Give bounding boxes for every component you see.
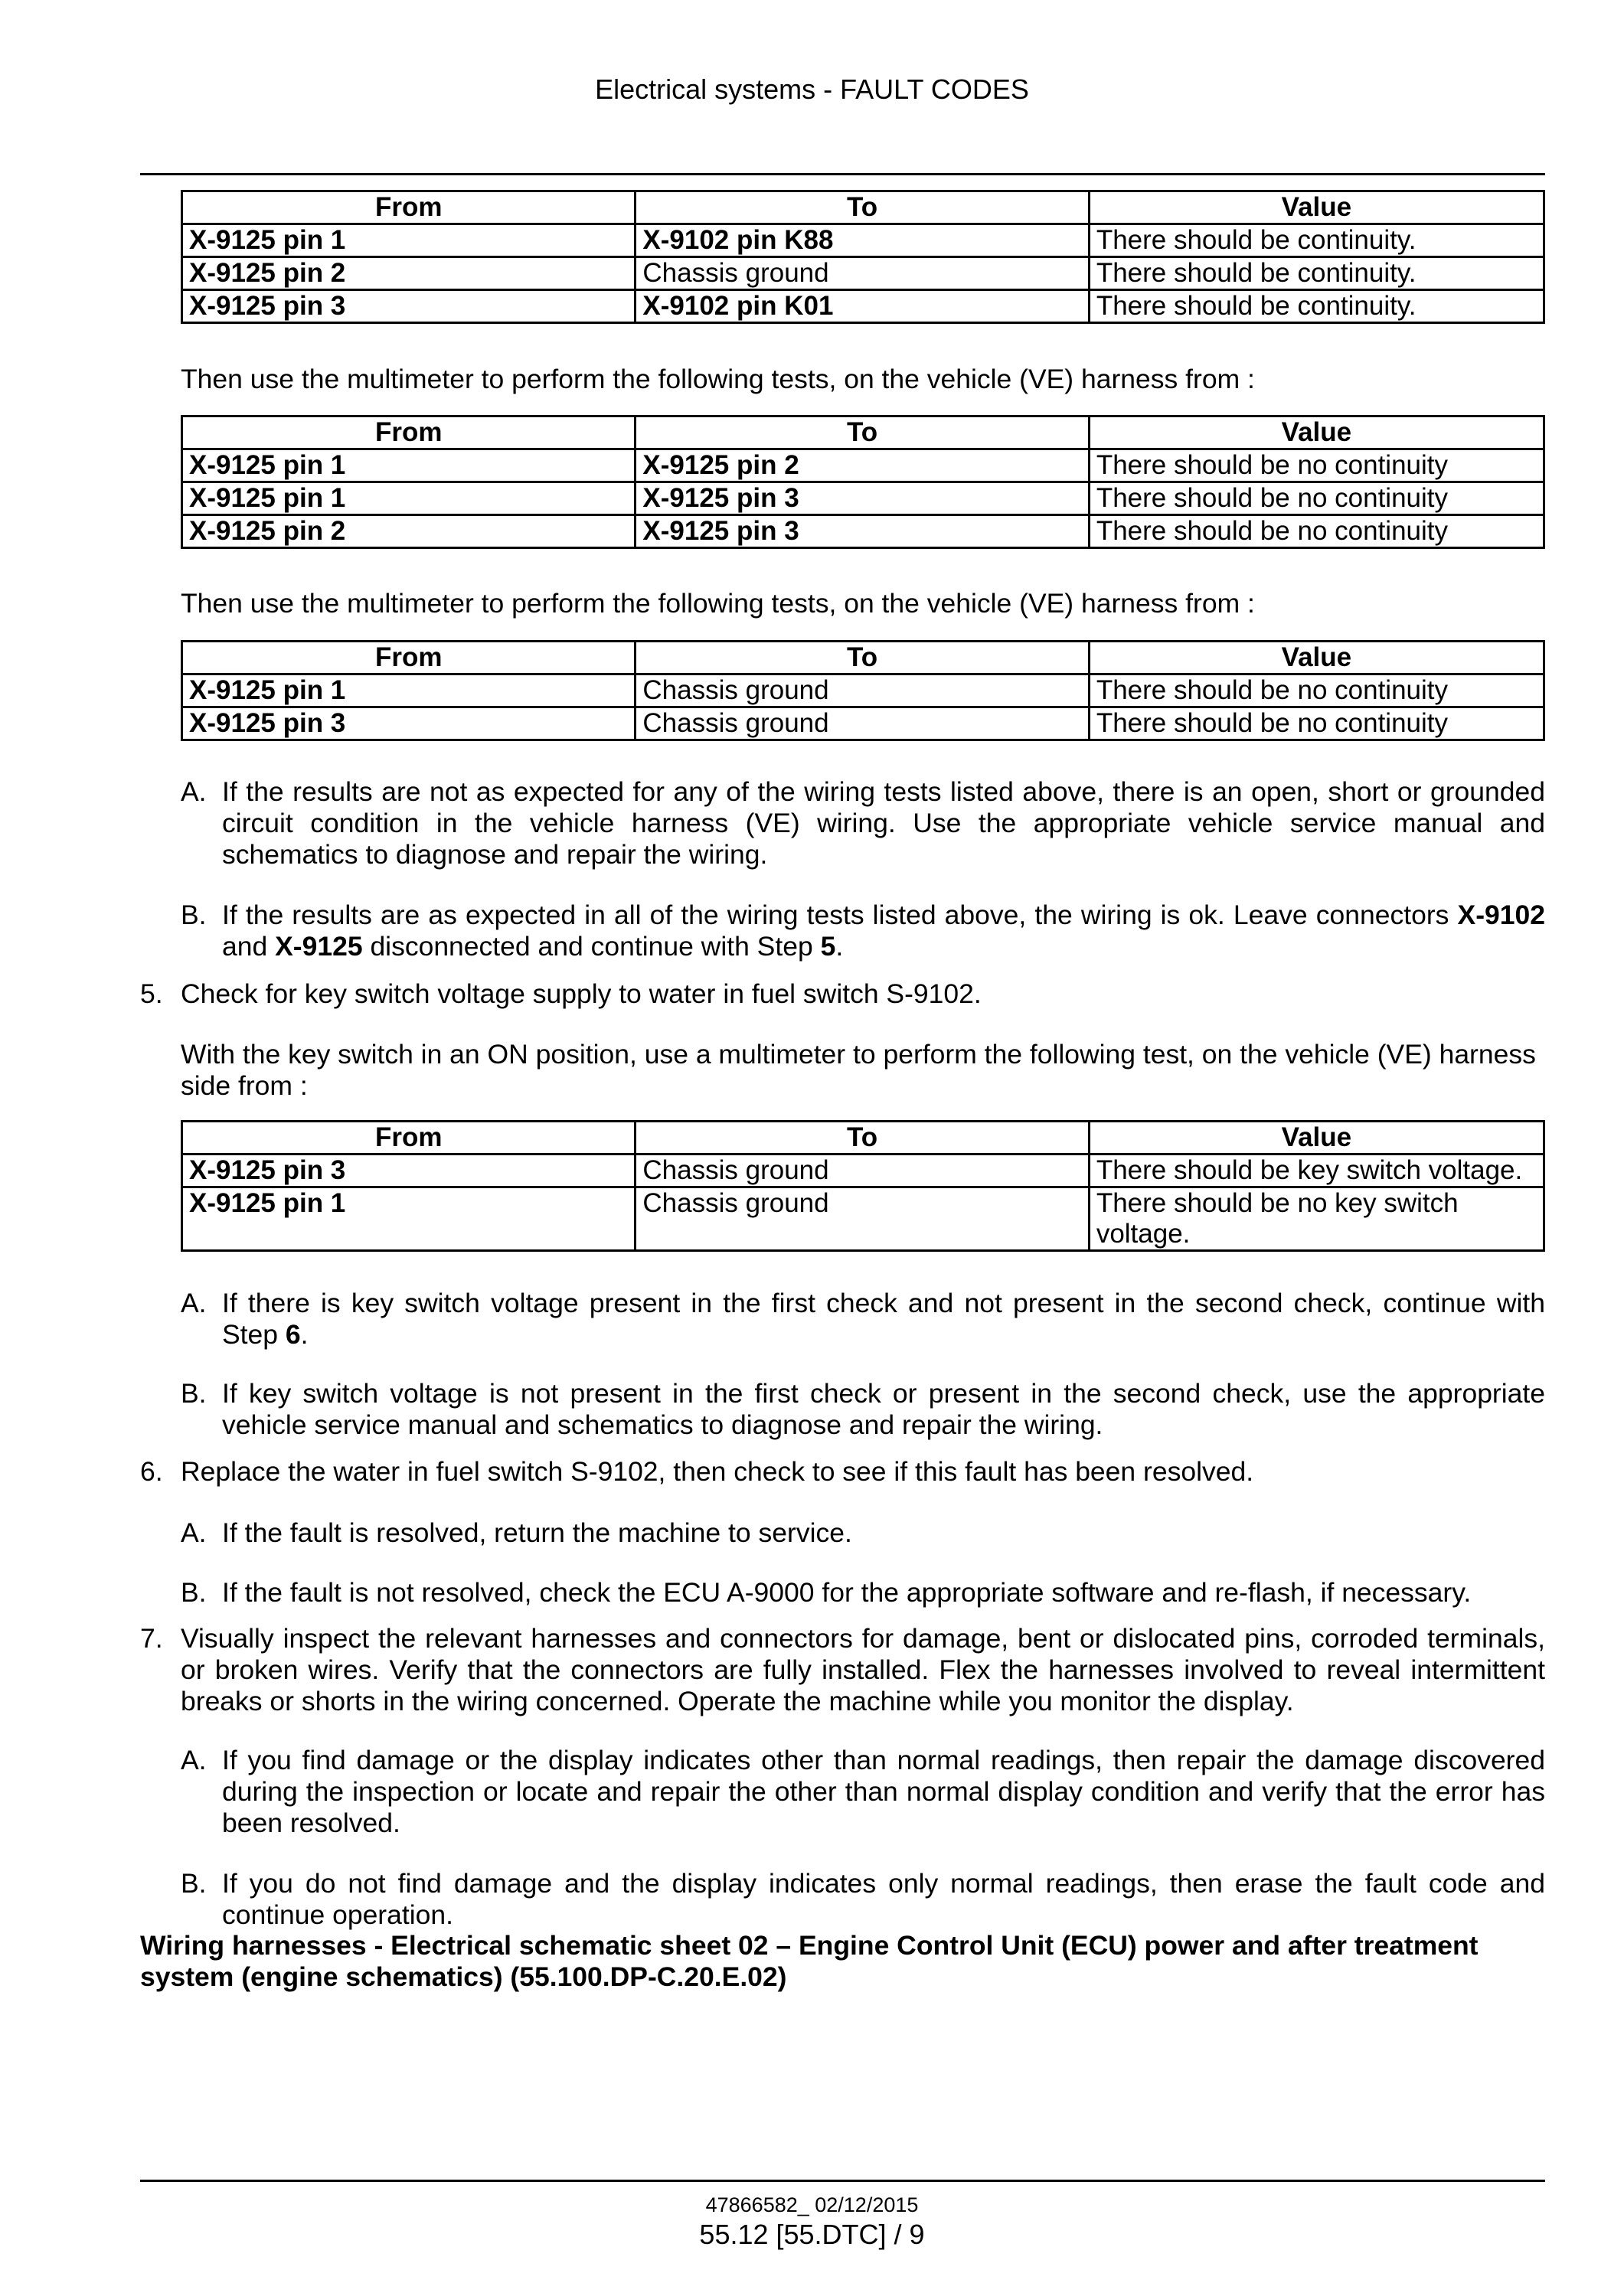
cell-from: X-9125 pin 1 bbox=[182, 482, 636, 515]
cell-to: Chassis ground bbox=[636, 1187, 1089, 1251]
cell-from: X-9125 pin 3 bbox=[182, 1155, 636, 1187]
list-label: B. bbox=[181, 1868, 207, 1899]
step5-intro: With the key switch in an ON position, use a multimeter to perform the following test, on the vehicle (VE) harness side from : bbox=[181, 1039, 1536, 1101]
table-header-row bbox=[182, 1122, 1544, 1155]
no-continuity-table-pins bbox=[181, 415, 1545, 549]
cell-value: There should be continuity. bbox=[1089, 290, 1544, 323]
table-header-row bbox=[182, 416, 1544, 449]
list-text bbox=[222, 900, 1545, 962]
column-header-value: Value bbox=[1089, 642, 1544, 674]
list-label: B. bbox=[181, 1577, 207, 1608]
cell-to: X-9125 pin 3 bbox=[636, 515, 1089, 548]
table-header-row bbox=[182, 191, 1544, 224]
cell-value: There should be key switch voltage. bbox=[1089, 1155, 1544, 1187]
table-row bbox=[182, 449, 1544, 482]
text-run: If the results are as expected in all of the wiring tests listed above, the wiring is ok. Leave connectors bbox=[222, 900, 1458, 930]
step-text: Check for key switch voltage supply to water in fuel switch S-9102. bbox=[181, 978, 982, 1009]
schematic-reference-link[interactable]: Wiring harnesses - Electrical schematic sheet 02 – Engine Control Unit (ECU) power and after treatment system (engine schematics) (55.100.DP-C.20.E.02) bbox=[140, 1930, 1479, 1992]
cell-value: There should be no continuity bbox=[1089, 707, 1544, 740]
connector-ref: X-9125 bbox=[275, 931, 363, 962]
cell-to: X-9125 pin 3 bbox=[636, 482, 1089, 515]
list-label: B. bbox=[181, 1378, 207, 1409]
cell-value: There should be no continuity bbox=[1089, 515, 1544, 548]
list-label: A. bbox=[181, 1288, 207, 1318]
list-text: If the results are not as expected for any of the wiring tests listed above, there is an open, short or grounded circuit condition in the vehicle harness (VE) wiring. Use the appropriate vehicle service manual and schematics to diagnose and repair the wiring. bbox=[222, 776, 1545, 870]
connector-ref: X-9102 bbox=[1457, 900, 1545, 930]
intro-paragraph-2: Then use the multimeter to perform the following tests, on the vehicle (VE) harness from : bbox=[181, 364, 1255, 394]
cell-to: Chassis ground bbox=[636, 674, 1089, 707]
footer-page-number: 55.12 [55.DTC] / 9 bbox=[699, 2219, 925, 2250]
step-number: 6. bbox=[140, 1456, 163, 1487]
table-row bbox=[182, 515, 1544, 548]
key-switch-voltage-table bbox=[181, 1120, 1545, 1252]
cell-to: X-9102 pin K01 bbox=[636, 290, 1089, 323]
cell-value: There should be no continuity bbox=[1089, 674, 1544, 707]
step-text: Visually inspect the relevant harnesses and connectors for damage, bent or dislocated pins, corroded terminals, or broken wires. Verify that the connectors are fully installed. Flex the harnesses involved to reveal intermittent breaks or shorts in the wiring concerned. Operate the machine while you monitor the display. bbox=[181, 1623, 1545, 1716]
step-number: 7. bbox=[140, 1623, 163, 1654]
list-text bbox=[222, 1288, 1545, 1350]
cell-to: Chassis ground bbox=[636, 257, 1089, 290]
footer-document-number: 47866582_ 02/12/2015 bbox=[705, 2193, 919, 2216]
column-header-value: Value bbox=[1089, 416, 1544, 449]
cell-from: X-9125 pin 3 bbox=[182, 707, 636, 740]
step-ref: 5 bbox=[820, 931, 836, 962]
cell-from: X-9125 pin 1 bbox=[182, 224, 636, 257]
text-run: . bbox=[300, 1319, 309, 1350]
table-row bbox=[182, 674, 1544, 707]
text-run: If there is key switch voltage present in the first check and not present in the second check, continue with Step bbox=[222, 1288, 1545, 1350]
text-run: disconnected and continue with Step bbox=[362, 931, 821, 962]
cell-from: X-9125 pin 1 bbox=[182, 1187, 636, 1251]
page-header-title: Electrical systems - FAULT CODES bbox=[595, 73, 1029, 105]
list-text: If you do not find damage and the display indicates only normal readings, then erase the fault code and continue operation. bbox=[222, 1868, 1545, 1930]
table-header-row bbox=[182, 642, 1544, 674]
cell-from: X-9125 pin 2 bbox=[182, 257, 636, 290]
cell-from: X-9125 pin 1 bbox=[182, 449, 636, 482]
list-label: A. bbox=[181, 1745, 207, 1775]
column-header-to: To bbox=[636, 416, 1089, 449]
table-row bbox=[182, 224, 1544, 257]
table-row bbox=[182, 290, 1544, 323]
list-text: If you find damage or the display indicates other than normal readings, then repair the damage discovered during the inspection or locate and repair the other than normal display condition and verify that the error has been resolved. bbox=[222, 1745, 1545, 1838]
table-row bbox=[182, 257, 1544, 290]
column-header-value: Value bbox=[1089, 191, 1544, 224]
column-header-from: From bbox=[182, 642, 636, 674]
footer-rule bbox=[140, 2180, 1545, 2182]
column-header-to: To bbox=[636, 642, 1089, 674]
cell-value: There should be continuity. bbox=[1089, 257, 1544, 290]
text-run: . bbox=[835, 931, 844, 962]
table-row bbox=[182, 1155, 1544, 1187]
list-text: If the fault is resolved, return the machine to service. bbox=[222, 1517, 852, 1548]
cell-to: X-9125 pin 2 bbox=[636, 449, 1089, 482]
header-rule bbox=[140, 173, 1545, 175]
column-header-from: From bbox=[182, 191, 636, 224]
cell-from: X-9125 pin 1 bbox=[182, 674, 636, 707]
list-label: B. bbox=[181, 900, 207, 930]
step-number: 5. bbox=[140, 978, 163, 1009]
step-ref: 6 bbox=[285, 1319, 301, 1350]
cell-to: Chassis ground bbox=[636, 707, 1089, 740]
intro-paragraph-3: Then use the multimeter to perform the following tests, on the vehicle (VE) harness from : bbox=[181, 588, 1255, 619]
cell-value: There should be continuity. bbox=[1089, 224, 1544, 257]
no-continuity-table-ground bbox=[181, 640, 1545, 741]
column-header-to: To bbox=[636, 191, 1089, 224]
step-text: Replace the water in fuel switch S-9102, then check to see if this fault has been resolved. bbox=[181, 1456, 1254, 1487]
cell-from: X-9125 pin 3 bbox=[182, 290, 636, 323]
table-row bbox=[182, 1187, 1544, 1251]
list-text: If key switch voltage is not present in the first check or present in the second check, use the appropriate vehicle service manual and schematics to diagnose and repair the wiring. bbox=[222, 1378, 1545, 1440]
cell-value: There should be no continuity bbox=[1089, 449, 1544, 482]
cell-to: Chassis ground bbox=[636, 1155, 1089, 1187]
column-header-from: From bbox=[182, 416, 636, 449]
column-header-value: Value bbox=[1089, 1122, 1544, 1155]
list-label: A. bbox=[181, 776, 207, 807]
table-row bbox=[182, 707, 1544, 740]
continuity-table-1 bbox=[181, 190, 1545, 324]
list-text: If the fault is not resolved, check the ECU A-9000 for the appropriate software and re-flash, if necessary. bbox=[222, 1577, 1472, 1608]
column-header-to: To bbox=[636, 1122, 1089, 1155]
cell-value: There should be no continuity bbox=[1089, 482, 1544, 515]
column-header-from: From bbox=[182, 1122, 636, 1155]
cell-value: There should be no key switch voltage. bbox=[1089, 1187, 1544, 1251]
text-run: and bbox=[222, 931, 276, 962]
cell-to: X-9102 pin K88 bbox=[636, 224, 1089, 257]
table-row bbox=[182, 482, 1544, 515]
cell-from: X-9125 pin 2 bbox=[182, 515, 636, 548]
list-label: A. bbox=[181, 1517, 207, 1548]
